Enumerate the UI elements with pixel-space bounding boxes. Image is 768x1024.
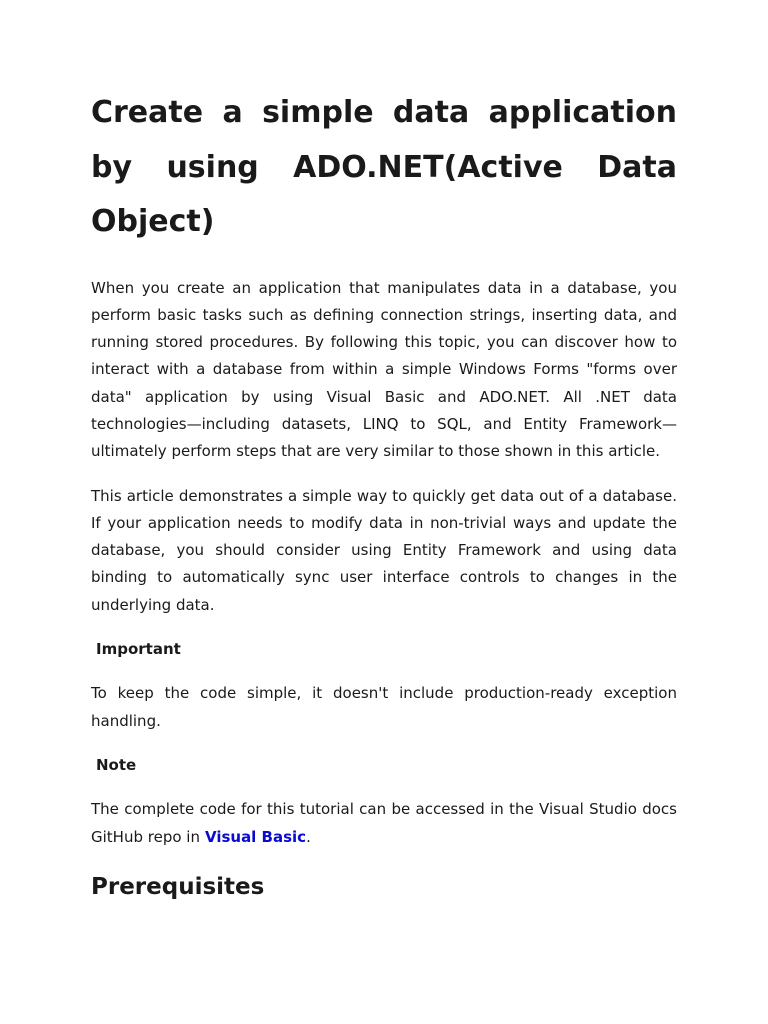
overview-paragraph: This article demonstrates a simple way to quickly get data out of a database. If your application needs to modify data in non-trivial ways and update the database, you should consider using Entity Framework and using data binding to automatically sync user interface controls to changes in the underlying data. — [91, 486, 677, 614]
note-label: Note — [96, 755, 137, 774]
important-label: Important — [96, 640, 181, 659]
article-title: Create a simple data application by using ADO.NET(Active Data Object) — [91, 95, 677, 239]
visual-basic-link[interactable]: Visual Basic — [204, 827, 307, 846]
intro-paragraph: When you create an application that manipulates data in a database, you perform basic tasks such as defining connection strings, inserting data, and running stored procedures. By following this topic, you can discover how to interact with a database from within a simple Windows Forms "forms over data" application by using Visual Basic and ADO.NET. All .NET data technologies—including datasets, LINQ to SQL, and Entity Framework—ultimately perform steps that are very similar to those shown in this article. — [91, 278, 677, 461]
note-text — [91, 796, 677, 851]
note-text-before: The complete code for this tutorial can be accessed in the Visual Studio docs GitHub repo in — [91, 800, 677, 846]
article — [91, 86, 677, 903]
prerequisites-heading: Prerequisites — [91, 873, 265, 900]
important-text: To keep the code simple, it doesn't include production-ready exception handling. — [91, 684, 677, 730]
note-text-after: . — [306, 827, 311, 846]
